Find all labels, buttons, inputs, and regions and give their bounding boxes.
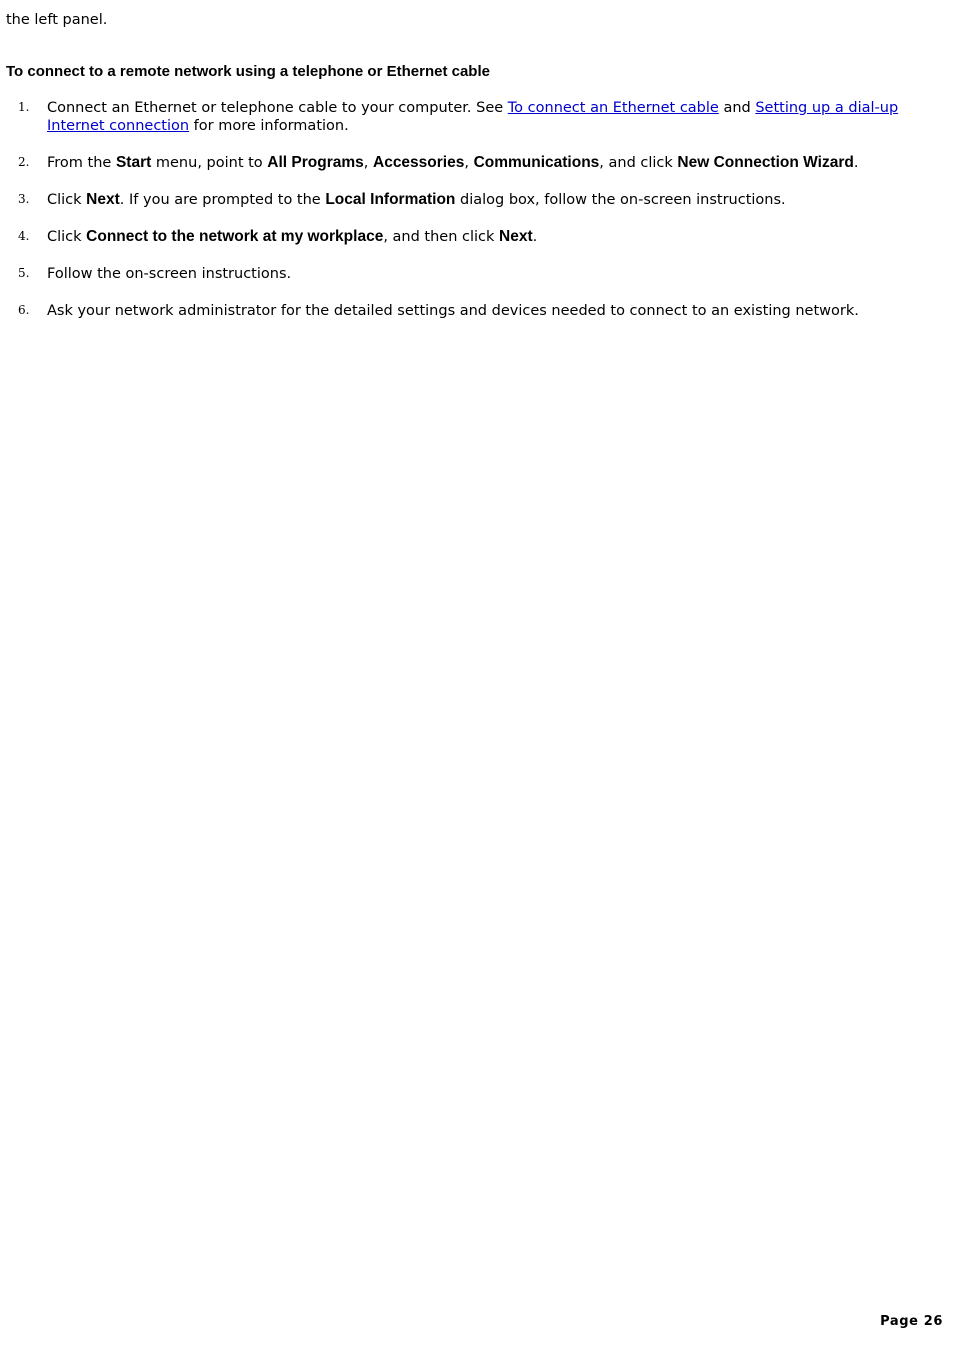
step-1 bbox=[0, 99, 920, 135]
ui-term-local-information: Local Information bbox=[325, 191, 456, 208]
ui-term-all-programs: All Programs bbox=[267, 154, 364, 171]
step-text-segment: , bbox=[464, 155, 474, 171]
step-2 bbox=[0, 154, 920, 172]
step-text-segment: , and then click bbox=[383, 229, 500, 245]
step-text-segment: . bbox=[532, 229, 538, 245]
ui-term-start: Start bbox=[115, 154, 152, 171]
step-text-segment: for more information. bbox=[189, 118, 349, 134]
steps-list bbox=[0, 99, 920, 339]
ui-term-communications: Communications bbox=[473, 154, 600, 171]
intro-text: the left panel. bbox=[6, 12, 108, 28]
step-4 bbox=[0, 228, 920, 246]
step-text bbox=[47, 229, 537, 245]
step-text-segment: . bbox=[853, 155, 859, 171]
step-text-segment: , and click bbox=[599, 155, 678, 171]
step-6 bbox=[0, 302, 920, 320]
step-text-segment: . If you are prompted to the bbox=[119, 192, 326, 208]
ethernet-cable-link[interactable]: To connect an Ethernet cable bbox=[507, 100, 719, 116]
step-text-segment: From the bbox=[47, 155, 116, 171]
step-text-segment: , bbox=[363, 155, 373, 171]
step-text bbox=[47, 303, 859, 319]
step-text-segment: dialog box, follow the on-screen instructions. bbox=[455, 192, 786, 208]
step-text-segment: Click bbox=[47, 229, 87, 245]
step-number: 5. bbox=[18, 266, 30, 280]
step-number: 2. bbox=[18, 155, 30, 169]
step-text-segment: Click bbox=[47, 192, 87, 208]
step-number: 3. bbox=[18, 192, 30, 206]
ui-term-new-connection-wizard: New Connection Wizard bbox=[677, 154, 854, 171]
step-text bbox=[47, 155, 858, 171]
step-text bbox=[47, 266, 291, 282]
step-5 bbox=[0, 265, 920, 283]
step-3 bbox=[0, 191, 920, 209]
step-text-segment: Follow the on-screen instructions. bbox=[47, 266, 292, 282]
ui-term-connect-to-workplace: Connect to the network at my workplace bbox=[86, 228, 384, 245]
page-number: Page 26 bbox=[880, 1314, 943, 1329]
step-number: 6. bbox=[18, 303, 30, 317]
ui-term-accessories: Accessories bbox=[373, 154, 465, 171]
dial-up-connection-link[interactable]: Setting up a dial-up Internet connection bbox=[47, 100, 899, 134]
step-text-segment: menu, point to bbox=[151, 155, 268, 171]
step-text bbox=[47, 192, 786, 208]
step-number: 1. bbox=[18, 100, 30, 114]
step-number: 4. bbox=[18, 229, 30, 243]
step-text-segment: Connect an Ethernet or telephone cable to your computer. See bbox=[47, 100, 508, 116]
step-text-segment: Ask your network administrator for the detailed settings and devices needed to connect to an existing network. bbox=[47, 303, 859, 319]
ui-term-next: Next bbox=[86, 191, 120, 208]
section-heading: To connect to a remote network using a telephone or Ethernet cable bbox=[6, 63, 490, 80]
step-text bbox=[47, 100, 898, 134]
step-text-segment: and bbox=[718, 100, 756, 116]
ui-term-next: Next bbox=[499, 228, 533, 245]
